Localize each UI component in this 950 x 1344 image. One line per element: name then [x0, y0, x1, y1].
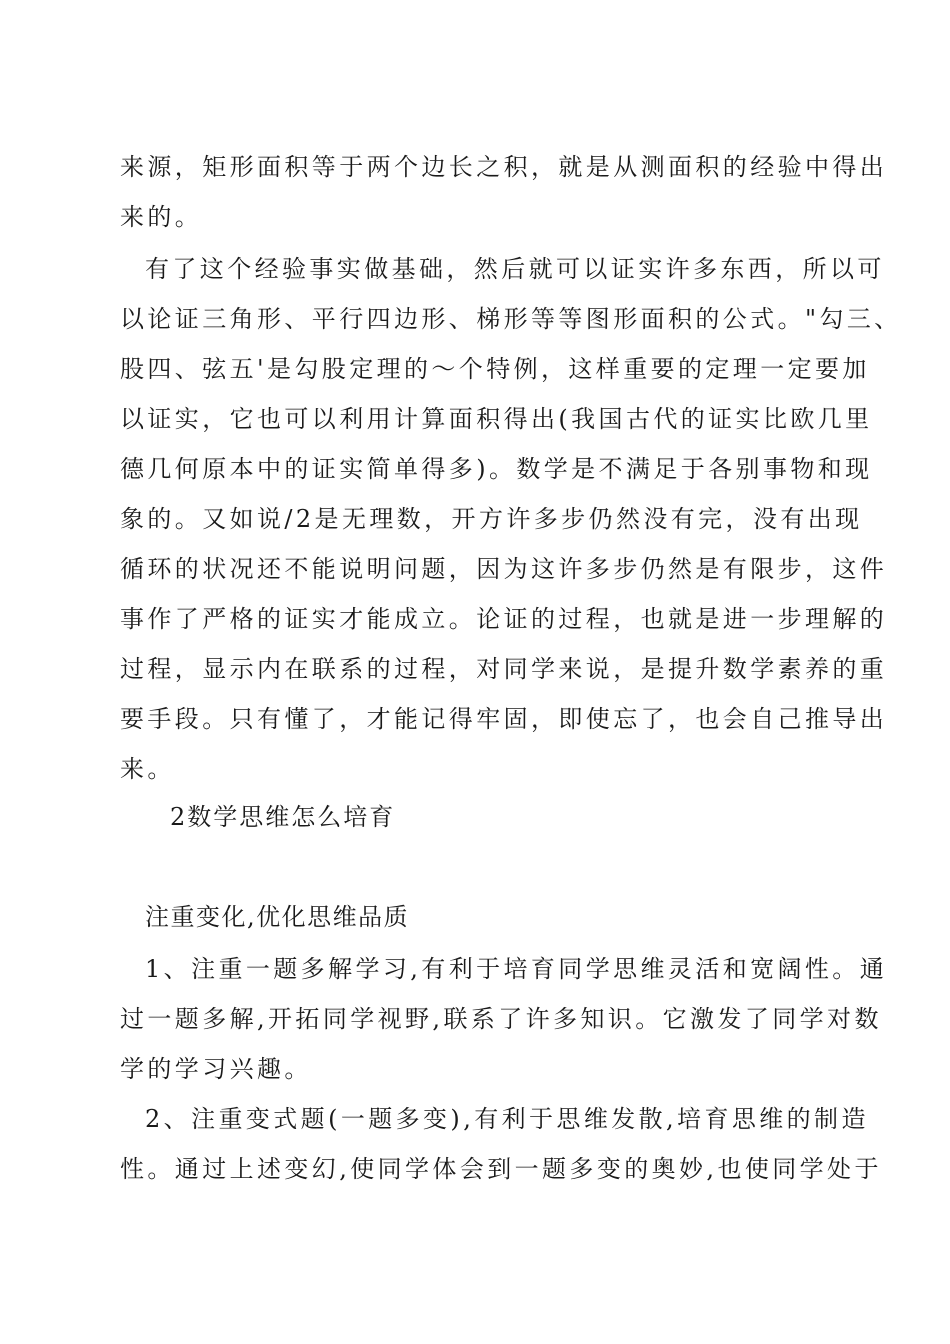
subheading: 注重变化,优化思维品质 [145, 903, 410, 931]
paragraph-line: 事作了严格的证实才能成立。论证的过程，也就是进一步理解的 [120, 605, 888, 633]
paragraph-line: 德几何原本中的证实简单得多)。数学是不满足于各别事物和现 [120, 455, 873, 483]
paragraph-line: 股四、弦五'是勾股定理的～个特例，这样重要的定理一定要加 [120, 355, 870, 383]
paragraph-line: 象的。又如说/2是无理数，开方许多步仍然没有完，没有出现 [120, 505, 863, 533]
paragraph-line: 来源，矩形面积等于两个边长之积，就是从测面积的经验中得出 [120, 153, 888, 181]
paragraph-line: 过一题多解,开拓同学视野,联系了许多知识。它激发了同学对数 [120, 1005, 882, 1033]
paragraph-line: 要手段。只有懂了，才能记得牢固，即使忘了，也会自己推导出 [120, 705, 888, 733]
paragraph-line: 以证实，它也可以利用计算面积得出(我国古代的证实比欧几里 [120, 405, 873, 433]
paragraph-line: 来的。 [120, 203, 203, 231]
paragraph-line: 有了这个经验事实做基础，然后就可以证实许多东西，所以可 [145, 255, 885, 283]
paragraph-line: 性。通过上述变幻,使同学体会到一题多变的奥妙,也使同学处于 [120, 1155, 882, 1183]
paragraph-line: 2、注重变式题(一题多变),有利于思维发散,培育思维的制造 [145, 1105, 869, 1133]
paragraph-line: 学的学习兴趣。 [120, 1055, 312, 1083]
paragraph-line: 以论证三角形、平行四边形、梯形等等图形面积的公式。"勾三、 [120, 305, 902, 333]
section-heading: 2数学思维怎么培育 [170, 803, 396, 831]
paragraph-line: 过程，显示内在联系的过程，对同学来说，是提升数学素养的重 [120, 655, 888, 683]
paragraph-line: 1、注重一题多解学习,有利于培育同学思维灵活和宽阔性。通 [145, 955, 888, 983]
paragraph-line: 循环的状况还不能说明问题，因为这许多步仍然是有限步，这件 [120, 555, 888, 583]
paragraph-line: 来。 [120, 755, 175, 783]
